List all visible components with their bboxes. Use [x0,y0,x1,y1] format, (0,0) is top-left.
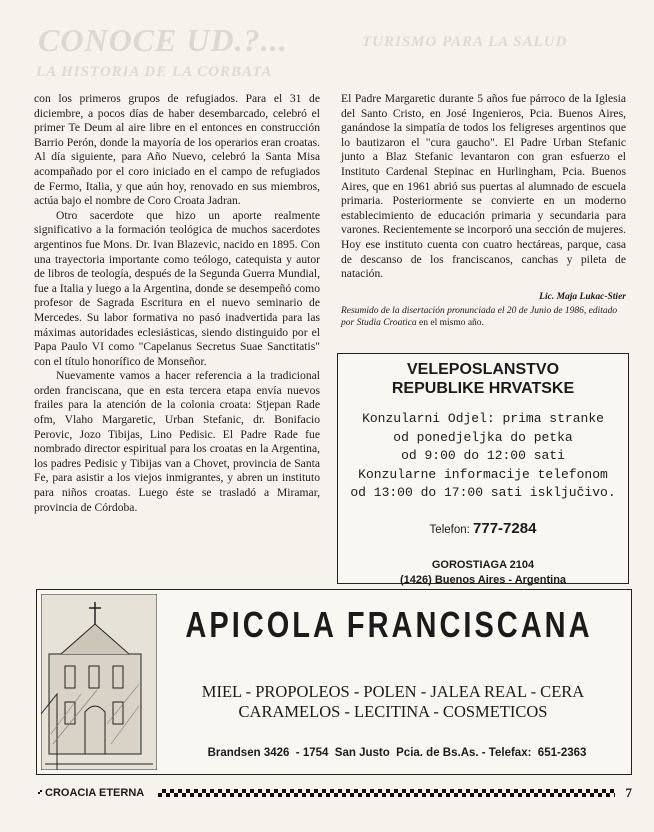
consular-hours-line: Konzularni Odjel: prima stranke [362,411,604,426]
article-paragraph-2: Otro sacerdote que hizo un aporte realmente significativo a la formación teológica de muchos sacerdotes argentinos fue Mons. Dr. Ivan Blazevic, nacido en 1895. Con una trayectoria importante como teólogo, catequista y autor de libros de teología, después de la Segunda Guerra Mundial, fue a Italia y luego a la Argentina, donde se desempeñó como profesor de Sagrada Escritura en el nuevo seminario de Mercedes. Su labor formativa no pasó inadvertida para las máximas autoridades eclesiásticas, siendo distinguido por el Papa Paulo VI como "Capelanus Secretus Suae Sanctitatis" con el título honorífico de Monseñor. [34,208,320,368]
page-number: 7 [625,785,632,800]
bleed-through-heading: CONOCE UD.?... [38,22,288,58]
ad-title: APICOLA FRANCISCANA [185,605,593,646]
phone-number: 777-7284 [473,519,537,537]
article-paragraph-1: con los primeros grupos de refugiados. Para el 31 de diciembre, a pocos días de haber desembarcado, celebró el primer Te Deum al aire libre en el entonces en construcción Barrio Perón, donde la mayoría de los operarios eran croatas. Al día siguiente, para Año Nuevo, celebró la Santa Misa acompañado por el coro iniciado en el campo de refugiados de Fermo, Italia, y que aún hoy, renovado en sus miembros, actúa bajo el nombre de Coro Croata Jadran. [34,92,320,208]
phone-info-line: Konzularne informacije telefonom [358,466,608,482]
ad-products-line-1: MIEL - PROPOLEOS - POLEN - JALEA REAL - CERA [201,682,585,701]
ad-products-line-2: CARAMELOS - LECITINA - COSMETICOS [238,702,548,721]
phone-time-line: od 13:00 do 17:00 sati isključivo. [350,485,616,500]
embassy-subtitle: REPUBLIKE HRVATSKE [391,380,575,397]
article-left-column [34,92,320,515]
embassy-street: GOROSTIAGA 2104 [431,558,535,571]
embassy-city: (1426) Buenos Aires - Argentina [399,573,567,586]
embassy-notice-box [337,353,629,584]
article-paragraph-3: Nuevamente vamos a hacer referencia a la tradicional orden franciscana, que en esta tercera etapa envía nuevos frailes para la atención de la colonia croata: Stjepan Rade ofm, Vlaho Margaretic, Urban Stefanic, dr. Bonifacio Perovic, Jozo Tibijas, Lino Pedisic. El Padre Rade fue nombrado director espiritual para los croatas en la Argentina, los padres Pedisic y Tibijas van a Chovet, provincia de Santa Fe, para asistir a los viejos inmigrantes, y abren un instituto para niños croatas. Luego éste se trasladó a Miramar, provincia de Córdoba. [34,369,320,514]
author-signature: Lic. Maja Lukac-Stier [539,291,626,302]
consular-time-line: od 9:00 do 12:00 sati [401,448,565,463]
ad-address: Brandsen 3426 - 1754 San Justo Pcia. de Bs.As. - Telefax: 651-2363 [207,747,587,759]
article-paragraph-4: El Padre Margaretic durante 5 años fue párroco de la Iglesia del Santo Cristo, en José Ingenieros, Pcia. Buenos Aires, ganándose la simpatía de todos los feligreses argentinos que lo bautizaron el "cura gaucho". El Padre Urban Stefanic junto a Blaz Stefanic levantaron con gran esfuerzo el Instituto Cardenal Stepinac en Hurlingham, Pcia. Buenos Aires, que en 1961 abrió sus puertas al alumnado de escuela primaria. Posteriormente se convierte en un moderno establecimiento de educación primaria y secundaria para varones. Recientemente se incorporó una sección de mujeres. Hoy ese instituto cuenta con cuatro hectáreas, parque, casa de descanso de los franciscanos, canchas y pileta de natación. [341,92,626,281]
bleed-through-subheading: LA HISTORIA DE LA CORBATA [36,64,273,80]
church-illustration [41,594,157,770]
embassy-phone [338,520,628,537]
article-right-column [341,92,626,329]
embassy-title: VELEPOSLANSTVO [406,361,560,378]
source-note [341,305,626,329]
bleed-through-heading-right: TURISMO PARA LA SALUD [362,34,568,50]
magazine-name: CROACIA ETERNA [38,785,144,801]
phone-label: Telefon: [429,523,474,536]
source-note-plain: en el mismo año. [416,318,484,329]
page-footer [38,785,632,801]
source-note-italic: Resumido de la disertación pronunciada el 20 de Junio de 1986, editado por Studia Croatica [341,306,618,329]
checkerboard-band [158,789,615,797]
apicola-advertisement [36,589,632,775]
consular-days-line: od ponedjeljka do petka [393,429,573,445]
